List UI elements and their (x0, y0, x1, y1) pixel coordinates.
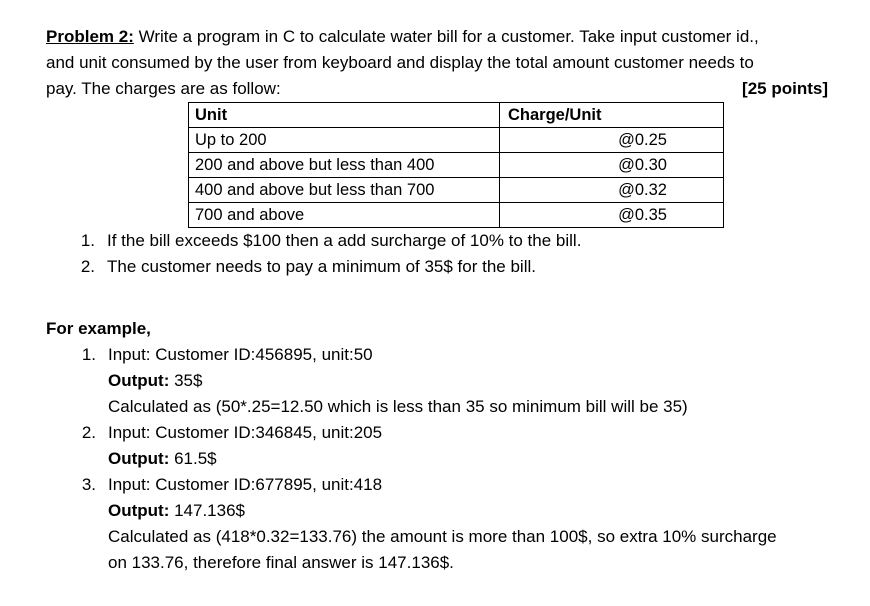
charge-cell: @0.32 (500, 178, 724, 203)
output-label: Output: (108, 449, 170, 468)
output-value: 147.136$ (169, 501, 245, 520)
spacer (46, 280, 836, 306)
problem-statement-line-1 (46, 24, 836, 50)
table-row (189, 178, 724, 203)
table-header-row (189, 103, 724, 128)
unit-cell: 700 and above (189, 203, 500, 228)
unit-cell: 200 and above but less than 400 (189, 153, 500, 178)
problem-text-3: pay. The charges are as follow: (46, 79, 281, 98)
example-input: Input: Customer ID:456895, unit:50 (108, 345, 373, 364)
output-label: Output: (108, 371, 170, 390)
conditions-list (46, 228, 836, 280)
charges-table (188, 102, 724, 228)
problem-label: Problem 2: (46, 27, 134, 46)
output-value: 61.5$ (169, 449, 217, 468)
example-output (46, 446, 836, 472)
points-label: [25 points] (742, 79, 828, 98)
condition-text: If the bill exceeds $100 then a add surcharge of 10% to the bill. (107, 231, 582, 250)
example-output (46, 498, 836, 524)
list-number: 3. (81, 475, 96, 494)
table-row (189, 128, 724, 153)
charge-cell: @0.25 (500, 128, 724, 153)
table-row (189, 203, 724, 228)
charge-cell: @0.35 (500, 203, 724, 228)
spacer (46, 306, 836, 316)
examples-list (46, 342, 836, 576)
example-calculation: Calculated as (50*.25=12.50 which is less than 35 so minimum bill will be 35) (108, 397, 688, 416)
example-calculation: on 133.76, therefore final answer is 147.136$. (108, 553, 454, 572)
charge-cell: @0.30 (500, 153, 724, 178)
example-heading: For example, (46, 319, 151, 338)
list-item (46, 342, 836, 368)
output-value: 35$ (169, 371, 203, 390)
list-number: 1. (80, 231, 95, 250)
output-label: Output: (108, 501, 170, 520)
problem-text-1: Write a program in C to calculate water bill for a customer. Take input customer id., (133, 27, 759, 46)
unit-cell: Up to 200 (189, 128, 500, 153)
table-row (189, 153, 724, 178)
list-item (46, 254, 836, 280)
example-input: Input: Customer ID:346845, unit:205 (108, 423, 383, 442)
list-number: 1. (81, 345, 96, 364)
problem-statement-line-3 (46, 76, 828, 102)
unit-cell: 400 and above but less than 700 (189, 178, 500, 203)
header-charge: Charge/Unit (500, 103, 724, 128)
list-item (46, 420, 836, 446)
example-output (46, 368, 836, 394)
header-unit: Unit (189, 103, 500, 128)
document (46, 24, 836, 576)
condition-text: The customer needs to pay a minimum of 35$ for the bill. (107, 257, 536, 276)
list-number: 2. (80, 257, 95, 276)
list-item (46, 472, 836, 498)
list-number: 2. (81, 423, 96, 442)
problem-statement-line-2: and unit consumed by the user from keyboard and display the total amount customer needs to (46, 53, 754, 72)
list-item (46, 228, 836, 254)
example-input: Input: Customer ID:677895, unit:418 (108, 475, 383, 494)
example-calculation: Calculated as (418*0.32=133.76) the amount is more than 100$, so extra 10% surcharge (108, 527, 777, 546)
